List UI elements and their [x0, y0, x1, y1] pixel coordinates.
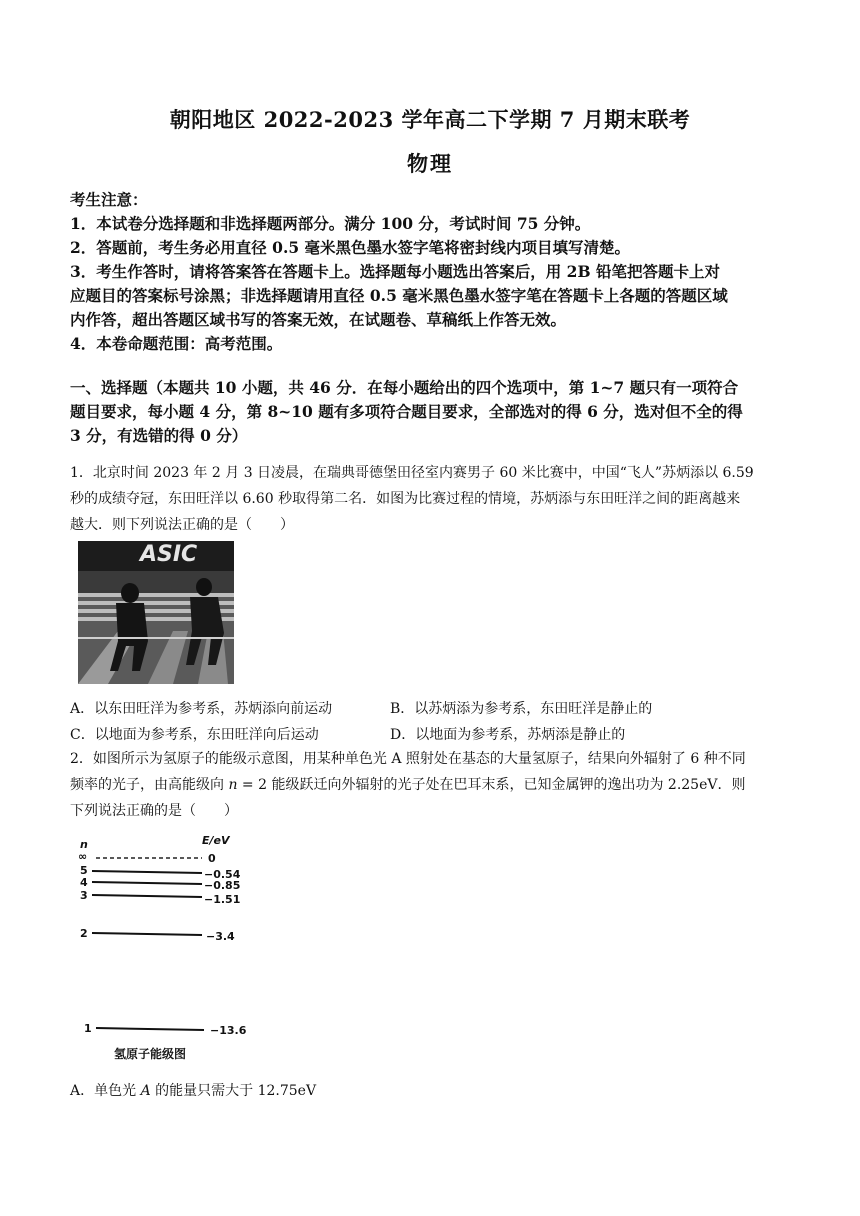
q2-option-a[interactable]	[70, 1080, 316, 1100]
photo-banner-text: ASIC	[140, 542, 198, 567]
energy-axis-label: E/eV	[202, 834, 230, 847]
level-line-5	[92, 871, 202, 873]
exam-title: 朝阳地区 2022-2023 学年高二下学期 7 月期末联考	[169, 107, 691, 132]
q2-option-a-suffix: 的能量只需大于 12.75eV	[150, 1083, 317, 1099]
notice-heading: 考生注意：	[70, 190, 148, 209]
level-n-5: 5	[80, 864, 88, 877]
q1-option-d[interactable]: D．以地面为参考系，苏炳添是静止的	[390, 727, 626, 743]
level-e-1: −13.6	[210, 1024, 247, 1037]
section-line: 3 分，有选错的得 0 分）	[70, 426, 248, 445]
q2-var-n: n	[228, 777, 238, 793]
notice-block	[70, 188, 795, 356]
notice-item-3-cont: 应题目的答案标号涂黑；非选择题请用直径 0.5 毫米黑色墨水签字笔在答题卡上各题的答题区域	[70, 286, 728, 305]
q1-option-b[interactable]: B．以苏炳添为参考系，东田旺洋是静止的	[390, 701, 653, 717]
section-line: 一、选择题（本题共 10 小题，共 46 分．在每小题给出的四个选项中，第 1~7 题只有一项符合	[70, 378, 739, 397]
level-e-2: −3.4	[206, 930, 235, 943]
n-axis-label: n	[80, 838, 88, 851]
notice-item-3-end: 内作答，超出答题区域书写的答案无效，在试题卷、草稿纸上作答无效。	[70, 310, 567, 329]
level-n-2: 2	[80, 927, 88, 940]
level-e-inf: 0	[208, 852, 216, 865]
q1-option-c[interactable]: C．以地面为参考系，东田旺洋向后运动	[70, 727, 319, 743]
q1-line: 越大．则下列说法正确的是（ ）	[70, 517, 294, 533]
level-line-1	[96, 1028, 204, 1030]
level-line-4	[92, 882, 202, 884]
level-n-3: 3	[80, 889, 88, 902]
q2-line-2b: = 2 能级跃迁向外辐射的光子处在巴耳末系，已知金属钾的逸出功为 2.25eV．则	[237, 777, 746, 793]
q2-option-a-var: A	[140, 1083, 151, 1099]
section-line: 题目要求，每小题 4 分，第 8~10 题有多项符合题目要求，全部选对的得 6 分，选对但不全的得	[70, 402, 743, 421]
q2-line-3: 下列说法正确的是（ ）	[70, 803, 238, 819]
level-e-4: −0.85	[204, 879, 241, 892]
level-n-1: 1	[84, 1022, 92, 1035]
q2-line-2	[70, 772, 795, 798]
q1-line: 1．北京时间 2023 年 2 月 3 日凌晨，在瑞典哥德堡田径室内赛男子 60 米比赛中，中国“飞人”苏炳添以 6.59	[70, 465, 754, 481]
energy-level-diagram	[70, 832, 270, 1068]
level-e-5: −0.54	[204, 868, 241, 881]
notice-item-2: 2．答题前，考生务必用直径 0.5 毫米黑色墨水签字笔将密封线内项目填写清楚。	[70, 238, 631, 257]
q2-line-1: 2．如图所示为氢原子的能级示意图，用某种单色光 A 照射处在基态的大量氢原子，结果向外辐射了 6 种不同	[70, 751, 746, 767]
notice-item-4: 4．本卷命题范围：高考范围。	[70, 334, 283, 353]
q2-option-a-prefix: A．单色光	[70, 1083, 141, 1099]
notice-item-1: 1．本试卷分选择题和非选择题两部分。满分 100 分，考试时间 75 分钟。	[70, 214, 591, 233]
section-heading	[70, 376, 795, 448]
level-n-inf: ∞	[78, 850, 88, 863]
level-e-3: −1.51	[204, 893, 241, 906]
q2-line-2a: 频率的光子，由高能级向	[70, 777, 229, 793]
level-n-4: 4	[80, 876, 88, 889]
question-2-stem	[70, 746, 795, 824]
notice-item-3: 3．考生作答时，请将答案答在答题卡上。选择题每小题选出答案后，用 2B 铅笔把答题卡上对	[70, 262, 720, 281]
level-line-3	[92, 895, 202, 897]
energy-level-svg	[70, 832, 270, 1068]
q1-option-a[interactable]: A．以东田旺洋为参考系，苏炳添向前运动	[70, 701, 333, 717]
level-line-2	[92, 933, 202, 935]
race-photo-image	[78, 541, 234, 684]
q1-line: 秒的成绩夺冠，东田旺洋以 6.60 秒取得第二名．如图为比赛过程的情境，苏炳添与东田旺洋之间的距离越来	[70, 491, 741, 507]
energy-diagram-caption: 氢原子能级图	[114, 1047, 187, 1061]
exam-subject: 物理	[407, 151, 453, 176]
question-1-stem	[70, 460, 795, 538]
race-photo	[78, 541, 234, 684]
